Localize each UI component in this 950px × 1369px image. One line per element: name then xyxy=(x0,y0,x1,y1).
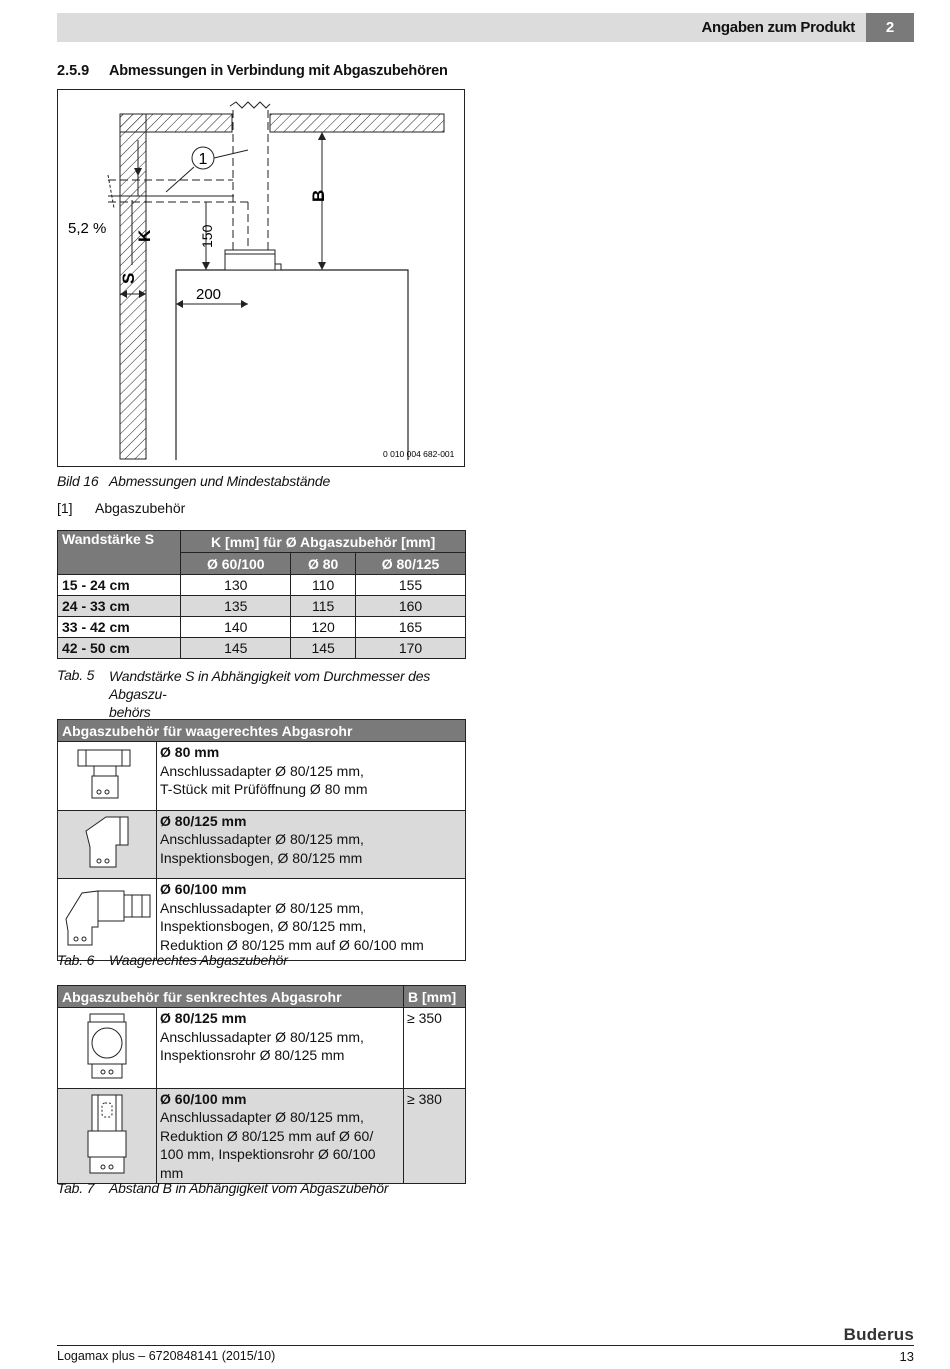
table7-caption: Abstand B in Abhängigkeit vom Abgaszubehör xyxy=(109,1180,389,1196)
table7-header-b: B [mm] xyxy=(404,986,466,1008)
cell: 145 xyxy=(181,638,291,659)
table7-caption-number: Tab. 7 xyxy=(57,1180,95,1196)
cell: 145 xyxy=(291,638,356,659)
legend-key: [1] xyxy=(57,500,73,516)
accessory-line: Anschlussadapter Ø 80/125 mm, xyxy=(160,899,364,916)
col-80-125: Ø 80/125 xyxy=(356,553,466,575)
chapter-number: 2 xyxy=(866,13,914,42)
b-label: B xyxy=(309,189,328,202)
row-label: 42 - 50 cm xyxy=(58,638,181,659)
inspection-bend-icon xyxy=(58,810,157,879)
wall-vertical xyxy=(120,114,146,459)
accessory-description xyxy=(157,742,466,811)
cell: 170 xyxy=(356,638,466,659)
accessory-line: Anschlussadapter Ø 80/125 mm, xyxy=(160,762,364,779)
accessory-title: Ø 80/125 mm xyxy=(160,812,247,829)
cell: 165 xyxy=(356,617,466,638)
accessory-line: Inspektionsbogen, Ø 80/125 mm xyxy=(160,849,363,866)
table-row xyxy=(58,742,466,811)
col-k-header: K [mm] für Ø Abgaszubehör [mm] xyxy=(181,531,466,553)
accessory-line: Anschlussadapter Ø 80/125 mm, xyxy=(160,831,364,847)
cell: 115 xyxy=(291,596,356,617)
figure-caption: Abmessungen und Mindestabstände xyxy=(109,473,331,489)
row-label: 24 - 33 cm xyxy=(58,596,181,617)
accessory-line: Reduktion Ø 80/125 mm auf Ø 60/100 mm xyxy=(160,936,424,953)
cell: 160 xyxy=(356,596,466,617)
col-60-100: Ø 60/100 xyxy=(181,553,291,575)
section-title: Abmessungen in Verbindung mit Abgaszubehören xyxy=(109,63,448,79)
table-row xyxy=(58,1088,466,1184)
accessory-line: Inspektionsrohr Ø 80/125 mm xyxy=(160,1047,345,1063)
footer-divider xyxy=(57,1345,914,1346)
accessory-line: Anschlussadapter Ø 80/125 mm, xyxy=(160,1028,364,1045)
table5-caption-line2: behörs xyxy=(109,704,151,720)
accessory-title: Ø 80/125 mm xyxy=(160,1010,247,1026)
reduction-bend-icon xyxy=(58,879,157,961)
legend-text: Abgaszubehör xyxy=(95,500,186,516)
table5-caption-line1: Wandstärke S in Abhängigkeit vom Durchmesser des Abgaszu- xyxy=(109,668,431,702)
accessory-line: 100 mm, Inspektionsrohr Ø 60/100 mm xyxy=(160,1146,376,1181)
accessory-line: Reduktion Ø 80/125 mm auf Ø 60/ xyxy=(160,1127,374,1144)
ceiling-right xyxy=(270,114,444,132)
cell: 135 xyxy=(181,596,291,617)
table-row xyxy=(58,596,466,617)
accessory-title: Ø 80 mm xyxy=(160,744,220,760)
accessory-line: T-Stück mit Prüföffnung Ø 80 mm xyxy=(160,781,368,797)
figure-caption-number: Bild 16 xyxy=(57,473,99,489)
b-value: ≥ 380 xyxy=(404,1088,466,1184)
accessory-title: Ø 60/100 mm xyxy=(160,881,247,897)
slope-label: 5,2 % xyxy=(68,220,107,237)
table6-header: Abgaszubehör für waagerechtes Abgasrohr xyxy=(58,720,466,742)
accessory-title: Ø 60/100 mm xyxy=(160,1090,247,1107)
cell: 140 xyxy=(181,617,291,638)
table-row xyxy=(58,617,466,638)
dimension-drawing xyxy=(58,90,466,468)
ceiling-left xyxy=(120,114,232,132)
table-vertical-accessories xyxy=(57,985,466,1184)
table6-caption: Waagerechtes Abgaszubehör xyxy=(109,952,288,968)
page-number: 13 xyxy=(899,1349,914,1364)
table-row xyxy=(58,575,466,596)
accessory-description xyxy=(157,1088,404,1184)
b-value: ≥ 350 xyxy=(404,1008,466,1089)
cell: 110 xyxy=(291,575,356,596)
accessory-line: Inspektionsbogen, Ø 80/125 mm, xyxy=(160,918,367,934)
table6-caption-number: Tab. 6 xyxy=(57,952,95,968)
table-wall-thickness xyxy=(57,530,466,659)
table-row xyxy=(58,810,466,879)
accessory-description xyxy=(157,879,466,961)
s-label: S xyxy=(119,272,138,284)
cell: 155 xyxy=(356,575,466,596)
accessory-description xyxy=(157,1008,404,1089)
table-horizontal-accessories xyxy=(57,719,466,961)
cell: 120 xyxy=(291,617,356,638)
table5-caption xyxy=(109,667,469,721)
row-label: 15 - 24 cm xyxy=(58,575,181,596)
figure-code: 0 010 004 682-001 xyxy=(383,449,455,459)
col-80: Ø 80 xyxy=(291,553,356,575)
col-wall-thickness: Wandstärke S xyxy=(58,531,181,575)
dimension-figure xyxy=(57,89,465,467)
footer-document: Logamax plus – 6720848141 (2015/10) xyxy=(57,1349,276,1363)
accessory-line: Anschlussadapter Ø 80/125 mm, xyxy=(160,1109,364,1125)
accessory-description xyxy=(157,810,466,879)
reduction-pipe-icon xyxy=(58,1088,157,1184)
table-row xyxy=(58,879,466,961)
k-label: K xyxy=(135,229,154,242)
t-piece-icon xyxy=(58,742,157,811)
brand-logo: Buderus xyxy=(843,1325,914,1344)
table5-caption-number: Tab. 5 xyxy=(57,667,95,683)
row-label: 33 - 42 cm xyxy=(58,617,181,638)
table7-header: Abgaszubehör für senkrechtes Abgasrohr xyxy=(58,986,404,1008)
header-title: Angaben zum Produkt xyxy=(701,19,855,36)
section-number: 2.5.9 xyxy=(57,63,90,79)
cell: 130 xyxy=(181,575,291,596)
inspection-pipe-icon xyxy=(58,1008,157,1089)
d200-label: 200 xyxy=(196,286,222,303)
d150-label: 150 xyxy=(199,224,215,248)
callout-label: 1 xyxy=(198,151,208,168)
table-row xyxy=(58,1008,466,1089)
table-row xyxy=(58,638,466,659)
